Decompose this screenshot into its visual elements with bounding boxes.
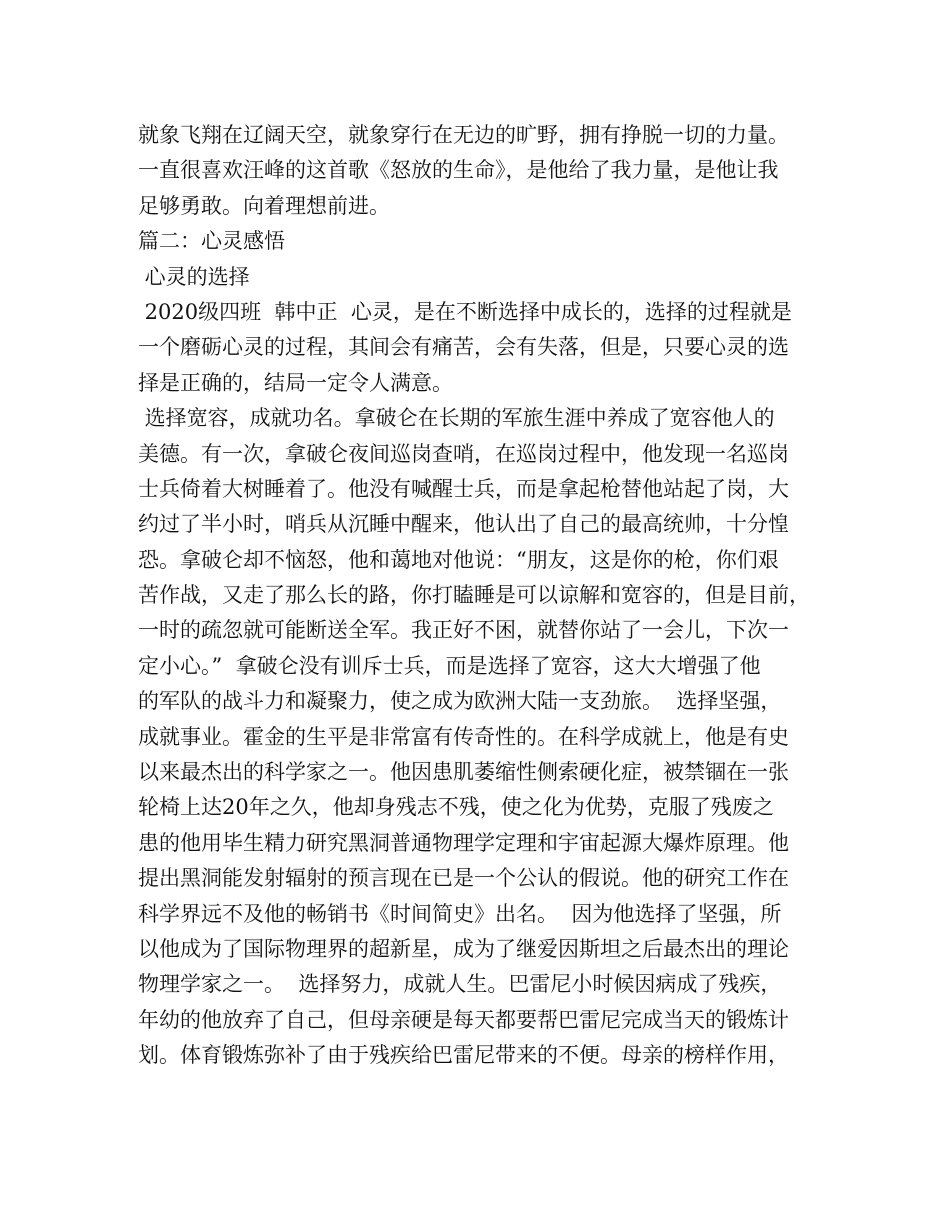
text-line: 足够勇敢。向着理想前进。 (138, 193, 390, 218)
text-line: 成就事业。霍金的生平是非常富有传奇性的。在科学成就上，他是有史 (138, 724, 789, 749)
text-line: 恐。拿破仑却不恼怒，他和蔼地对他说：“朋友，这是你的枪，你们艰 (138, 547, 779, 572)
text-line: 提出黑洞能发射辐射的预言现在已是一个公认的假说。他的研究工作在 (138, 866, 789, 891)
text-line: 轮椅上达20年之久，他却身残志不残，使之化为优势，克服了残废之 (138, 795, 774, 820)
text-line: 苦作战，又走了那么长的路，你打瞌睡是可以谅解和宽容的，但是目前， (138, 583, 810, 608)
text-line: 心灵的选择 (138, 264, 250, 289)
text-line: 以来最杰出的科学家之一。他因患肌萎缩性侧索硬化症，被禁锢在一张 (138, 760, 789, 785)
text-line: 定小心。” 拿破仑没有训斥士兵，而是选择了宽容，这大大增强了他 (138, 653, 761, 678)
text-line: 2020级四班 韩中正 心灵，是在不断选择中成长的，选择的过程就是 (138, 299, 792, 324)
text-line: 患的他用毕生精力研究黑洞普通物理学定理和宇宙起源大爆炸原理。他 (138, 830, 789, 855)
text-line: 美德。有一次，拿破仑夜间巡岗查哨，在巡岗过程中，他发现一名巡岗 (138, 441, 789, 466)
text-line: 一时的疏忽就可能断送全军。我正好不困，就替你站了一会儿，下次一 (138, 618, 789, 643)
text-line: 一直很喜欢汪峰的这首歌《怒放的生命》，是他给了我力量，是他让我 (138, 158, 779, 183)
text-line: 年幼的他放弃了自己，但母亲硬是每天都要帮巴雷尼完成当天的锻炼计 (138, 1007, 789, 1032)
text-line: 以他成为了国际物理界的超新星，成为了继爱因斯坦之后最杰出的理论 (138, 936, 789, 961)
document-body (138, 118, 828, 1074)
text-line: 就象飞翔在辽阔天空，就象穿行在无边的旷野，拥有挣脱一切的力量。 (138, 123, 789, 147)
text-line: 科学界远不及他的畅销书《时间简史》出名。 因为他选择了坚强，所 (138, 901, 782, 926)
text-line: 士兵倚着大树睡着了。他没有喊醒士兵，而是拿起枪替他站起了岗，大 (138, 476, 789, 501)
text-line: 择是正确的，结局一定令人满意。 (138, 370, 453, 395)
text-line: 物理学家之一。 选择努力，成就人生。巴雷尼小时候因病成了残疾， (138, 972, 782, 997)
text-line: 约过了半小时，哨兵从沉睡中醒来，他认出了自己的最高统帅，十分惶 (138, 512, 789, 537)
text-line: 一个磨砺心灵的过程，其间会有痛苦，会有失落，但是，只要心灵的选 (138, 335, 789, 360)
text-line: 选择宽容，成就功名。拿破仑在长期的军旅生涯中养成了宽容他人的 (138, 406, 775, 431)
text-line: 篇二：心灵感悟 (138, 229, 285, 254)
text-line: 的军队的战斗力和凝聚力，使之成为欧洲大陆一支劲旅。 选择坚强， (138, 689, 782, 714)
text-line: 划。体育锻炼弥补了由于残疾给巴雷尼带来的不便。母亲的榜样作用， (138, 1043, 789, 1068)
